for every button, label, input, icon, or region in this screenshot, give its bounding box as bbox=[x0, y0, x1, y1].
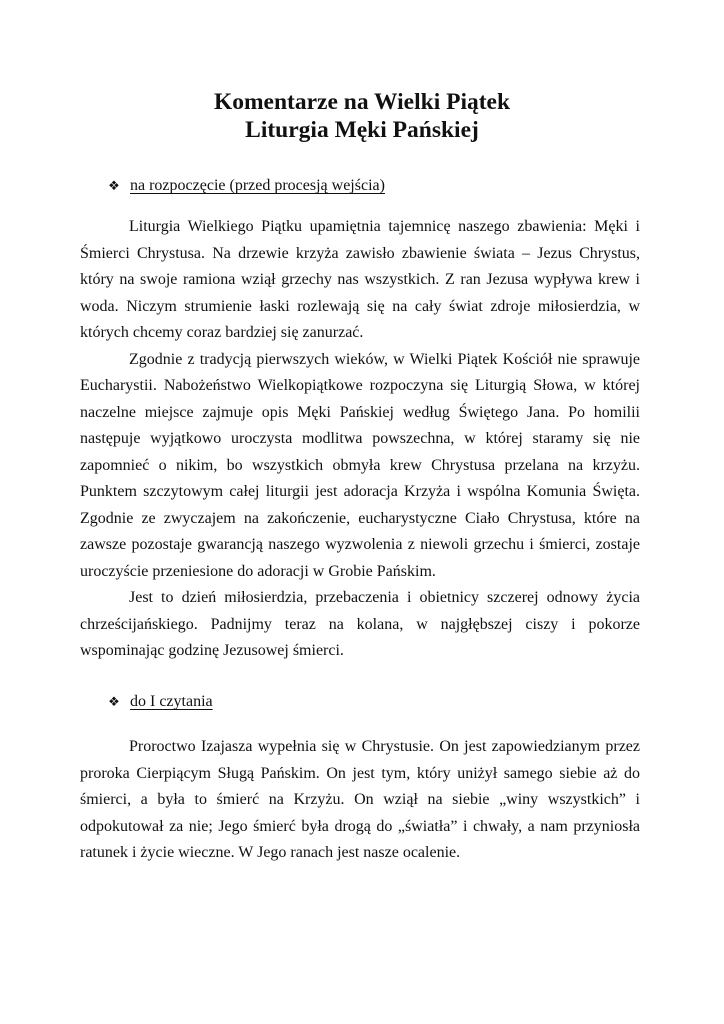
section-heading-opening bbox=[107, 176, 385, 196]
title-line-2: Liturgia Męki Pańskiej bbox=[245, 117, 479, 143]
section-heading-label: do I czytania bbox=[130, 693, 213, 710]
document-title bbox=[0, 88, 724, 144]
diamond-fleuron-icon: ❖ bbox=[108, 178, 120, 193]
section-heading-first-reading bbox=[107, 692, 213, 712]
diamond-fleuron-icon: ❖ bbox=[108, 694, 120, 709]
paragraph: Proroctwo Izajasza wypełnia się w Chrystusie. On jest zapowiedzianym przez proroka Cierpiącym Sługą Pańskim. On jest tym, który uniżył samego siebie aż do śmierci, a była to śmierć na Krzyżu. On wziął na siebie „winy wszystkich” i odpokutował za nie; Jego śmierć była drogą do „światła” i chwały, a nam przyniosła ratunek i życie wieczne. W Jego ranach jest nasze ocalenie. bbox=[80, 738, 640, 861]
title-line-1: Komentarze na Wielki Piątek bbox=[213, 89, 511, 115]
section-body-first-reading bbox=[80, 734, 640, 867]
paragraph: Jest to dzień miłosierdzia, przebaczenia i obietnicy szczerej odnowy życia chrześcijańskiego. Padnijmy teraz na kolana, w najgłębszej ciszy i pokorze wspominając godzinę Jezusowej śmierci. bbox=[80, 589, 640, 659]
paragraph: Liturgia Wielkiego Piątku upamiętnia tajemnicę naszego zbawienia: Męki i Śmierci Chrystusa. Na drzewie krzyża zawisło zbawienie świata – Jezus Chrystus, który na swoje ramiona wziął grzechy nas wszystkich. Z ran Jezusa wypływa krew i woda. Niczym strumienie łaski rozlewają się na cały świat zdroje miłosierdzia, w których chcemy coraz bardziej się zanurzać. bbox=[80, 218, 640, 341]
section-heading-label: na rozpoczęcie (przed procesją wejścia) bbox=[130, 177, 385, 194]
section-body-opening bbox=[80, 214, 640, 665]
paragraph: Zgodnie z tradycją pierwszych wieków, w Wielki Piątek Kościół nie sprawuje Eucharystii. Nabożeństwo Wielkopiątkowe rozpoczyna się Liturgią Słowa, w której naczelne miejsce zajmuje opis Męki Pańskiej według Świętego Jana. Po homilii następuje wyjątkowo uroczysta modlitwa powszechna, w której staramy się nie zapomnieć o nikim, bo wszystkich obmyła krew Chrystusa przelana na krzyżu. Punktem szczytowym całej liturgii jest adoracja Krzyża i wspólna Komunia Święta. Zgodnie ze zwyczajem na zakończenie, eucharystyczne Ciało Chrystusa, które na zawsze pozostaje gwarancją naszego wyzwolenia z niewoli grzechu i śmierci, zostaje uroczyście przeniesione do adoracji w Grobie Pańskim. bbox=[80, 350, 640, 580]
